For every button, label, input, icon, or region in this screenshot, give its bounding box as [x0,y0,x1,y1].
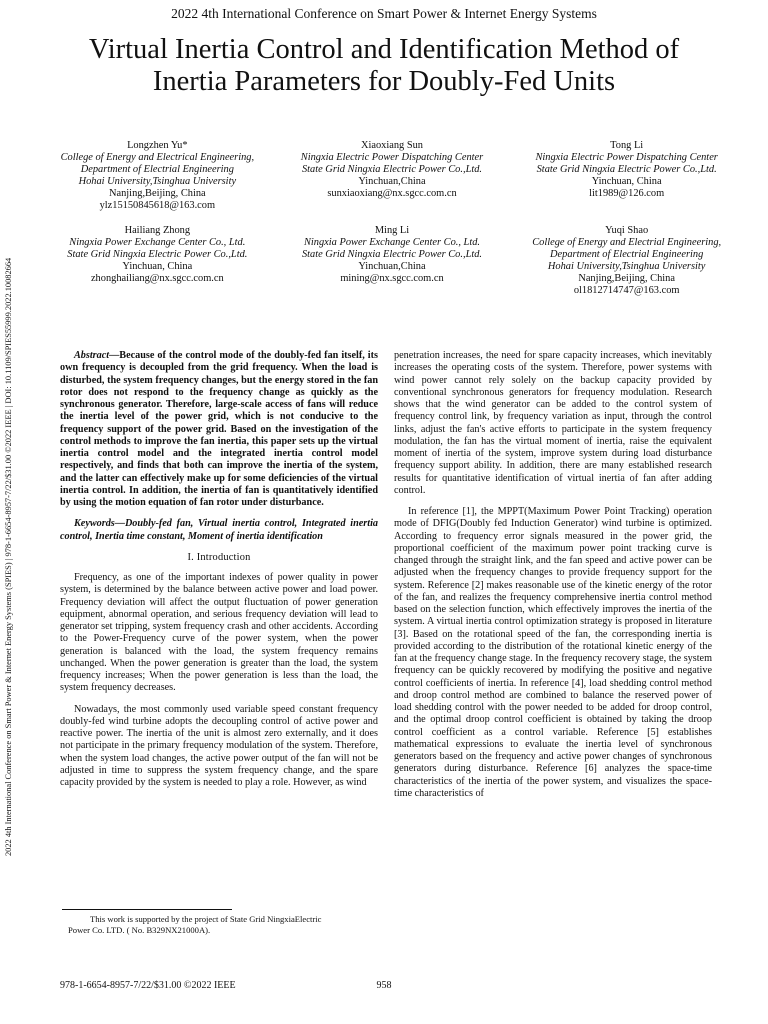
author-affiliation: College of Energy and Electrical Engineering, Department of Electrial Engineering [60,152,255,175]
author-4 [40,225,275,297]
author-city: Yinchuan,China [358,176,426,187]
author-name: Hailiang Zhong [124,225,191,236]
author-affiliation: Ningxia Electric Power Dispatching Center [535,152,718,163]
author-6 [509,225,744,297]
copyright-footer: 978-1-6654-8957-7/22/$31.00 ©2022 IEEE [60,980,236,991]
footnote-divider [62,909,232,910]
author-5 [275,225,510,297]
keywords: Keywords—Doubly-fed fan, Virtual inertia control, Integrated inertia control, Inertia time constant, Moment of inertia identification [60,518,378,542]
author-affiliation: Ningxia Electric Power Dispatching Center [300,152,484,163]
author-city: Nanjing,Beijing, China [578,273,675,284]
author-city: Yinchuan, China [122,261,193,272]
page-number: 958 [376,980,392,991]
author-2 [275,140,510,212]
body-paragraph: In reference [1], the MPPT(Maximum Power Point Tracking) operation mode of DFIG(Doubly fed Induction Generator) wind turbine is optimized. According to frequency error signals measured in the power grid, the proportional coefficient of the maximum power point tracking curve is changed through the straight link, and the fan speed and active power can be adjusted when the frequency changes to provide frequency support for the system. Reference [2] makes reasonable use of the kinetic energy of the rotor of the fan, and realizes the frequency comprehensive inertia control method based on the selection function, which effectively improves the inertia of the system. A virtual inertia control optimization strategy is proposed in literature [3]. Based on the rotational speed of the fan, the corresponding inertia is provided according to the distribution of the rotational kinetic energy of the fan at the frequency change stage. In the frequency recovery stage, the system frequency can be quickly recovered by modifying the positive and negative control coefficients of inertia. In reference [4], load shedding control method and droop control method are combined to balance the reserved power of load shedding control with the power needed to be added for droop control, and the optimal droop control coefficient is obtained by taking the droop control coefficient as a control variable. Reference [5] establishes mathematical expressions to evaluate the inertia level of synchronous generators based on the frequency and active power changes of synchronous generators during disturbance. Reference [6] analyzes the space-time characteristics of the inertia of the power system, and visualizes the space-time characteristics of [394,506,712,799]
author-email: lit1989@126.com [589,188,665,199]
body-paragraph: Frequency, as one of the important indexes of power quality in power system, is determined by the balance between active power and load power. Frequency deviation will affect the output fluctuation of power generation equipment, abnormal operation, and serious frequency deviation will lead to generator set tripping, system frequency crash and other accidents. According to the Power-Frequency curve of the power system, when the power generation is balanced with the load, the system frequency remains unchanged. When the power generation is greater than the load, the system frequency increases; When the power generation is less than the load, the system frequency decreases. [60,572,378,694]
author-name: Longzhen Yu* [127,140,188,151]
author-name: Tong Li [610,140,644,151]
left-column [60,350,378,798]
abstract [60,350,378,509]
title-line-2: Inertia Parameters for Doubly-Fed Units [152,66,616,97]
author-city: Yinchuan, China [591,176,662,187]
right-column [394,350,712,809]
author-affiliation: Ningxia Power Exchange Center Co., Ltd. [69,237,246,248]
body-paragraph: Nowadays, the most commonly used variable speed constant frequency doubly-fed wind turbine adopts the decoupling control of active power and reactive power. The inertia of the unit is almost zero externally, and it does not participate in the primary frequency modulation of the system. Therefore, when the system load changes, the active power output of the fan will not be adjusted in time to suppress the system frequency change, and the spare capacity provided by the system is needed to play a role. However, as wind [60,703,378,788]
author-affiliation: State Grid Ningxia Electric Power Co.,Ltd. [301,164,483,175]
author-block [40,140,744,297]
doi-sidebar: 2022 4th International Conference on Smart Power & Internet Energy Systems (SPIES) | 978-1-6654-8957-7/22/$31.00 ©2022 IEEE | DOI: 10.1109/SPIES55999.2022.10082664 [4,257,13,856]
abstract-text: —Because of the control mode of the doubly-fed fan itself, its own frequency is decoupled from the grid frequency. When the load is disturbed, the system frequency changes, but the energy stored in the fan rotor does not respond to the frequency change as quickly as the synchronous generator. Therefore, large-scale access of fans will reduce the inertia level of the power grid, which is not conducive to the frequency support of the power grid. Based on the investigation of the control methods to improve the fan inertia, this paper sets up the virtual inertia control model and the integrated inertia control model respectively, and finds that both can improve the inertia of the system, and the latter can effectively make up for some deficiencies of the virtual inertia control. In addition, the inertia of fan is quantitatively identified by using the motion equation of fan rotor under disturbance. [60,350,378,508]
author-affiliation: State Grid Ningxia Electric Power Co.,Ltd. [301,249,483,260]
author-name: Ming Li [374,225,410,236]
author-1 [40,140,275,212]
author-affiliation: State Grid Ningxia Electric Power Co.,Ltd. [536,164,717,175]
footnote-line: Power Co. LTD. ( No. B329NX21000A). [68,925,211,935]
author-email: ylz15150845618@163.com [99,200,216,211]
author-affiliation: College of Energy and Electrial Engineering, Department of Electrial Engineering [532,237,722,260]
paper-title [0,34,768,98]
author-name: Xiaoxiang Sun [360,140,424,151]
abstract-lead: Abstract [74,350,110,361]
author-email: mining@nx.sgcc.com.cn [340,273,444,284]
author-name: Yuqi Shao [605,225,649,236]
footnote [62,914,380,936]
section-heading: I. Introduction [187,551,251,563]
title-line-1: Virtual Inertia Control and Identification Method of [88,34,680,65]
author-affiliation: State Grid Ningxia Electric Power Co.,Ltd. [67,249,248,260]
author-email: ol1812714747@163.com [573,285,680,296]
conference-header: 2022 4th International Conference on Smart Power & Internet Energy Systems [171,6,597,21]
author-city: Yinchuan,China [358,261,426,272]
author-affiliation: Hohai University,Tsinghua University [78,176,237,187]
body-paragraph: penetration increases, the need for spare capacity increases, which inevitably increases the operating costs of the system. Therefore, power systems with wind power cannot rely solely on the backup capacity provided by conventional synchronous generators for frequency modulation. Research shows that the wind generator can be added to the control system of frequency control link, by frequency variation as input, through the control links, adjust the fan's active efforts to participate in the system frequency modulation, the fan has the virtual moment of inertia, raise the equivalent moment of inertia of the system, improve system during load disturbance frequency support ability. In addition, there are many established research results for quantitative identification of virtual inertia of fan after adding control. [394,350,712,496]
author-affiliation: Hohai University,Tsinghua University [547,261,706,272]
footnote-line: This work is supported by the project of State Grid NingxiaElectric [90,914,322,924]
author-affiliation: Ningxia Power Exchange Center Co., Ltd. [303,237,481,248]
author-email: zhonghailiang@nx.sgcc.com.cn [90,273,224,284]
author-city: Nanjing,Beijing, China [108,188,206,199]
author-3 [509,140,744,212]
author-email: sunxiaoxiang@nx.sgcc.com.cn [327,188,457,199]
